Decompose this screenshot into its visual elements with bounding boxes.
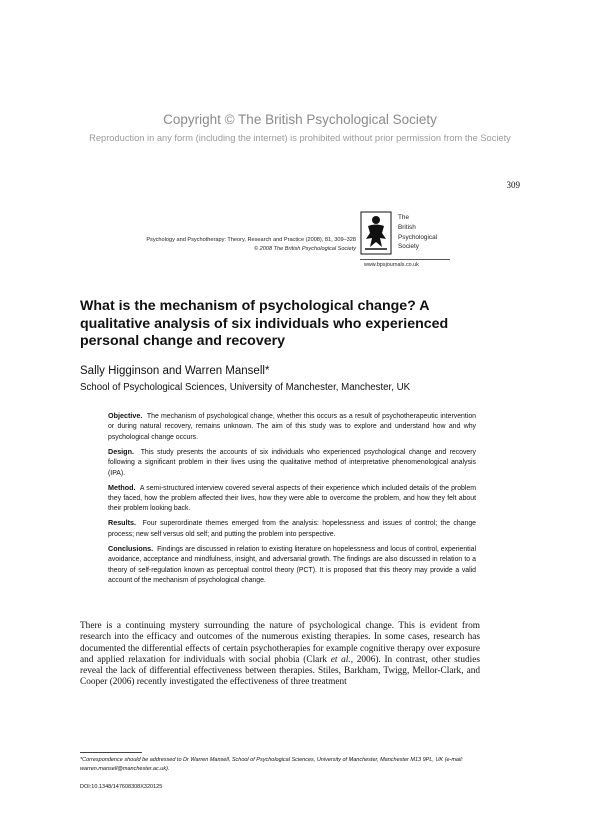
doi: DOI:10.1348/147608308X320125 [80, 784, 163, 790]
correspondence-footnote: *Correspondence should be addressed to Dr Warren Mansell, School of Psychological Sciences, University of Manchester, Manchester M13 9PL, UK (e-mail: warren.mansell@manchester.ac.uk). [80, 757, 463, 772]
journal-line: Psychology and Psychotherapy: Theory, Research and Practice (2008), 81, 309–328 [146, 237, 356, 243]
abstract-objective: Objective. The mechanism of psychological change, whether this occurs as a result of psychotherapeutic intervention or during natural recovery, remains unknown. The aim of this study was to explore and understand how and why psychological change occurs. [108, 411, 476, 441]
abstract-method: Method. A semi-structured interview covered several aspects of their experience which included details of the problem they faced, how the problem affected their lives, how they were able to overcome the problem, and how they felt about their problem looking back. [108, 482, 476, 513]
article-title: What is the mechanism of psychological change? A qualitative analysis of six individuals who experienced personal change and recovery [80, 298, 449, 349]
affiliation: School of Psychological Sciences, University of Manchester, Manchester, UK [80, 382, 411, 393]
journal-citation [56, 236, 356, 254]
journal-url[interactable]: www.bpsjournals.co.uk [364, 262, 419, 268]
abstract-design: Design. This study presents the accounts of six individuals who experienced psychological change and recovery following a significant problem in their lives using the qualitative method of interpretative phenomenological analysis (IPA). [108, 446, 476, 477]
reproduction-notice: Reproduction in any form (including the internet) is prohibited without prior permission from the Society [89, 133, 511, 143]
footnote-divider [80, 752, 142, 753]
body-paragraph: There is a continuing mystery surrounding the nature of psychological change. This is evident from research into the efficacy and outcomes of the numerous existing therapies. In some cases, research has documented the differential effects of certain psychotherapies for example cognitive therapy over exposure and applied relaxation for individuals with social phobia (Clark et al., 2006). In contrast, other studies reveal the lack of differential effectiveness between therapies. Stiles, Barkham, Twigg, Mellor-Clark, and Cooper (2006) recently investigated the effectiveness of three treatment [80, 621, 481, 688]
abstract [108, 411, 476, 590]
logo-divider [360, 259, 450, 260]
author-list: Sally Higginson and Warren Mansell* [80, 365, 270, 377]
bps-logo-icon [360, 211, 392, 255]
abstract-conclusions: Conclusions. Findings are discussed in relation to existing literature on hopelessness and locus of control, experiential avoidance, acceptance and mindfulness, insight, and adversarial growth. The findings are also discussed in relation to a theory of self-regulation known as perceptual control theory (PCT). It is proposed that this theory may provide a valid account of the mechanism of psychological change. [108, 543, 476, 585]
abstract-results: Results. Four superordinate themes emerged from the analysis: hopelessness and issues of control; the change process; new self versus old self; and putting the problem into perspective. [108, 518, 476, 538]
page-number: 309 [506, 180, 520, 190]
copyright-watermark: Copyright © The British Psychological Society [163, 112, 437, 127]
society-name: The British Psychological Society [398, 214, 438, 251]
journal-copyright: © 2008 The British Psychological Society [253, 246, 356, 252]
